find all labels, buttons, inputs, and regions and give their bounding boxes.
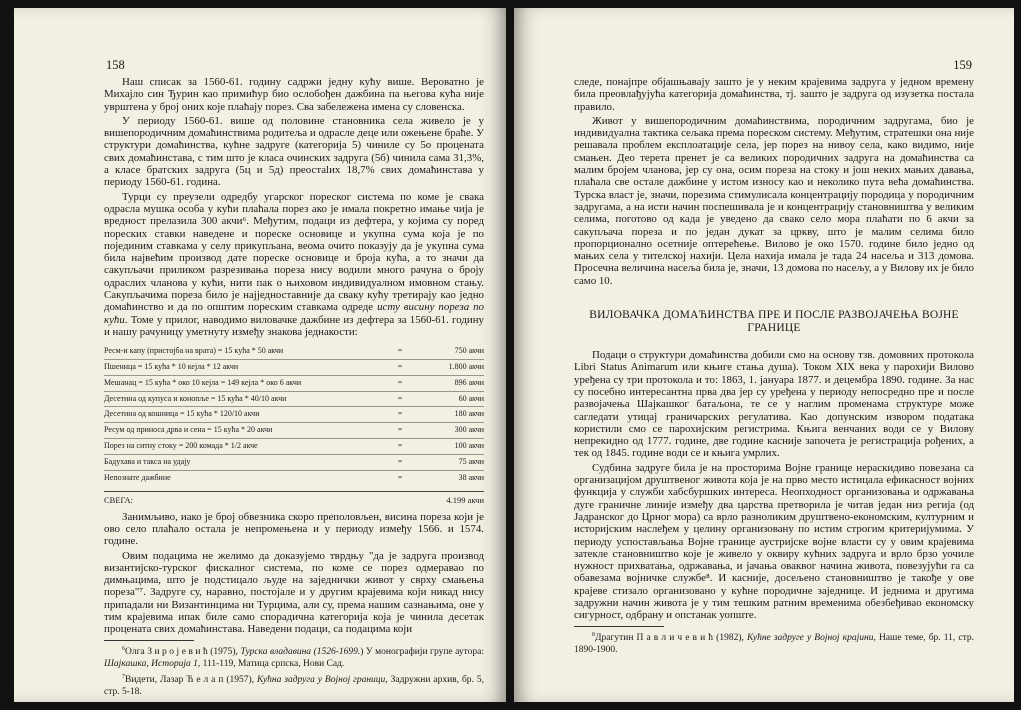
footnote-divider: [104, 640, 194, 641]
paragraph: Живот у вишепородичним домаћинствима, породичним задругама, био је индивидуална тактика сељака према пореском систему. Међутим, стратешки она није решавала проблем експлоатације села, јер порез на нивоу села, како видимо, није смањен. Део терета пренет је са великих породичних задруга на домаћинства са малим бројем чланова, јер су она, осим пореза на стоку и још неких мањих давања, плаћала све остале дажбине у истом износу као и неколико пута већа домаћинства. Турска власт је, значи, порезима стимулисала концентрацију породица у породичним задругама, а на исти начин поспешивала је и концентрацију становништва у великим селима, поготово од када је уведено да свако село мора плаћати по 6 акчи за сакупљача пореза и по један дукат за цркву, што је малим селима било пропорционално осетније оптерећење. Вилово је око 1570. године било једно од мањих села у тителској нахији. Цела нахија имала је тада 24 насеља и 313 домова. Просечна величина насеља била је, значи, 13 домова по насељу, а у Вилову их је било само 10.: [574, 114, 974, 287]
paragraph: Овим подацима не желимо да доказујемо тврдњу "да је задруга производ византијско-турског фискалног система, по коме се порез одмеравао по димњацима, што је подстицало људе на заједнички живот у сврху смањења пореза"⁷. Задруге су, наравно, постојале и у другим крајевима који никад нису припадали ни Византинцима ни Турцима, али су, према нашим сазнањима, оне у тим крајевима ипак биле само спорадична категорија која је чинила десетак процената свих домаћинстава. Наведени подаци, са подацима који: [104, 549, 484, 636]
footnote-text: , 111-119, Матица српска, Нови Сад.: [197, 658, 345, 669]
footnote-text: ) У монографији групе аутора:: [360, 646, 484, 657]
paragraph: Наш списак за 1560-61. годину садржи једну кућу више. Вероватно је Михајло син Ђурин као примићур био ослобођен дажбина па његова кућа није уврштена у број оних које плаћају порез. Сва забележена имена су словенска.: [104, 76, 484, 113]
total-label: СВЕГА:: [104, 495, 134, 506]
paragraph-text: Турци су преузели одредбу угарског пореског система по коме је свака одрасла мушка особа у кући плаћала порез ако је имала покретно имање чија је вредност прелазила 300 акчи⁶. Међутим, подаци из дефтера, у којима су поред пореских ставки наведене и пореске основице и укупна сума која је по појединим ставкама у селу прикупљана, веома очито показују да је укупна сума била највећим производ дате пореске основице и броја кућа, а то значи да сакупљачи приликом разрезивања пореза нису водили много рачуна о броју одраслих чланова у кући, нити пак о њиховом индивидуалном имовном стању. Сакупљачима пореза било је најједноставније да сваку кућу третирају као једно домаћинство и да по општим пореским ставкама одреде: [104, 190, 484, 314]
equals-cell: =: [386, 360, 414, 376]
paragraph: [104, 191, 484, 339]
footnote-number: 8: [592, 631, 595, 638]
equals-cell: =: [386, 454, 414, 470]
tax-item-cell: Десетина од купуса и конопље = 15 кућа * 40/10 акчи: [104, 391, 386, 407]
tax-calculation-table: [104, 344, 484, 485]
paragraph: Судбина задруге била је на просторима Војне границе нераскидиво повезана са организацијом друштвеног живота која је на прво место истицала ефикасност војних функција у служби хабсбуршких интереса. Неопходност организовања и одржавања дуге граничне линије између два царства претворила је читав један низ регија (од Јадранског до Црног мора) са врло разноликим друштвено-економским, културним и историјским наслеђем у целину организовану по истим строгим критеријумима. У периоду успостављања Војне границе аустријске војне власти су у овим крајевима затекле становништво које је живело у оквиру кућних задруга и врло брзо уочиле нужност прихватања, одржавања, и јачања оваквог начина живота, повезујући га са обавезама војничке службе⁸. И касније, досељено становништво је такође у ове крајеве стизало организовано у кућне породичне заједнице. И једнима и другима задружни начин живота је у тим тешким ратним временима обезбеђивао економску сигурност, одбрану и опстанак уопште.: [574, 461, 974, 622]
tax-item-cell: Порез на ситну стоку = 200 комада * 1/2 акче: [104, 439, 386, 455]
tax-value-cell: 896 акчи: [414, 375, 484, 391]
paragraph: Занимљиво, иако је број обвезника скоро преполовљен, висина пореза који је ово село плаћало остала је непромењена и у периоду између 1566. и 1574. године.: [104, 510, 484, 548]
footnote-number: 6: [122, 645, 125, 652]
footnote-title: Шајкашка, Историја 1: [104, 658, 198, 669]
paragraph: следе, понајпре објашњавају зашто је у неким крајевима задруга у једном времену била преовлађујућа категорија домаћинства, тј. зашто је задруга од изузетка постала правило.: [574, 76, 974, 113]
equals-cell: =: [386, 375, 414, 391]
footnote-6: [104, 644, 484, 671]
tax-total-row: [104, 491, 484, 506]
footnote-8: [574, 630, 974, 657]
paragraph: Подаци о структури домаћинства добили смо на основу тзв. домовних протокола Libri Status Animarum или књиге стања душа). Током XIX века у парохији Вилово уређена су три протокола и то: 1863, 1. јануара 1877. и децембра 1890. године. За нас су посебно интересантна прва два јер су уређена у периоду непосредно пре и после развојачења Шајкашког батаљона, те се у наглим променама структуре може сагледати утицај граничарских регулатива. Као допунским извором података користили смо се парохијским регистрима. Књига венчаних води се у Вилову непрекидно од 1777. године, две године касније започета је регистрација рођених, а тек од 1845. године води се и књига умрлих.: [574, 349, 974, 460]
tax-row: [104, 375, 484, 391]
tax-value-cell: 60 акчи: [414, 391, 484, 407]
tax-row: [104, 344, 484, 359]
tax-value-cell: 100 акчи: [414, 439, 484, 455]
tax-row: [104, 360, 484, 376]
footnote-title: Турска владавина (1526-1699.: [240, 646, 361, 657]
tax-value-cell: 300 акчи: [414, 423, 484, 439]
footnote-number: 7: [122, 674, 125, 681]
paragraph-text: . Томе у прилог, наводимо виловачке дажбине из дефтера за 1560-61. годину и нашу рачуницу уметнуту између знакова једнакости:: [104, 313, 484, 338]
tax-row: [104, 454, 484, 470]
footnote-text: Драгутин П а в л и ч е в и ћ (1982),: [595, 632, 747, 643]
footnote-divider: [574, 626, 664, 627]
tax-item-cell: Бадухава и такса на удају: [104, 454, 386, 470]
page-number: 158: [106, 58, 125, 72]
section-heading: ВИЛОВАЧКА ДОМАЋИНСТВА ПРЕ И ПОСЛЕ РАЗВОЈАЧЕЊА ВОЈНЕ ГРАНИЦЕ: [589, 309, 959, 335]
tax-item-cell: Ресум од приноса дрва и сена = 15 кућа * 20 акчи: [104, 423, 386, 439]
tax-row: [104, 423, 484, 439]
tax-value-cell: 1.800 акчи: [414, 360, 484, 376]
paragraph: У периоду 1560-61. више од половине становника села живело је у вишепородичним домаћинствима родитеља и одрасле деце или ожењене браће. У структури домаћинства, кућне задруге (категорија 5) чиниле су 5о процената свих домаћинстава, с тим што је класа очинских задруга (5б) чинила сама 31,3%, а класе братских задруга (5ц и 5д) преостаlих 18,7% свих домаћинстава у периоду 1560-61. година.: [104, 114, 484, 189]
page-number: 159: [953, 58, 972, 72]
tax-value-cell: 180 акчи: [414, 407, 484, 423]
left-page-body: [104, 76, 484, 699]
tax-value-cell: 75 акчи: [414, 454, 484, 470]
equals-cell: =: [386, 439, 414, 455]
tax-row: [104, 391, 484, 407]
tax-row: [104, 439, 484, 455]
equals-cell: =: [397, 346, 403, 356]
footnote-7: [104, 672, 484, 699]
right-page-body: [574, 76, 974, 656]
right-page: [514, 8, 1014, 702]
tax-item-cell: Ресм-и капу (пристојба на врата) = 15 кућа * 50 акчи: [104, 346, 284, 356]
left-page: [14, 8, 506, 702]
footnote-title: Кућна задруга у Војној граници: [256, 675, 386, 686]
footnote-text: , Задружни архив, бр. 5, стр. 5-18.: [104, 675, 484, 698]
tax-value-cell: 750 акчи: [454, 346, 484, 356]
tax-value-cell: 38 акчи: [414, 470, 484, 485]
footnote-text: Олга З и р о ј е в и ћ (1975),: [125, 646, 241, 657]
equals-cell: =: [386, 423, 414, 439]
tax-item-cell: Десетина од кошница = 15 кућа * 120/10 акчи: [104, 407, 386, 423]
footnote-title: Кућне задруге у Војној крајини: [746, 632, 874, 643]
equals-cell: =: [386, 470, 414, 485]
total-value: 4.199 акчи: [446, 495, 484, 506]
equals-cell: =: [386, 407, 414, 423]
tax-item-cell: Пшеница = 15 кућа * 10 кејла * 12 акчи: [104, 360, 386, 376]
tax-item-cell: Мешанац = 15 кућа * око 10 кејла = 149 кејла * око 6 акчи: [104, 375, 386, 391]
emphasis-text: исту висину пореза по кући: [104, 301, 484, 326]
footnote-text: , Наше теме, бр. 11, стр. 1890-1900.: [574, 632, 974, 655]
equals-cell: =: [386, 391, 414, 407]
tax-row: [104, 470, 484, 485]
tax-row: [104, 407, 484, 423]
tax-item-cell: Непознате дажбине: [104, 470, 386, 485]
footnote-text: Видети, Лазар Ћ е л а п (1957),: [125, 675, 257, 686]
